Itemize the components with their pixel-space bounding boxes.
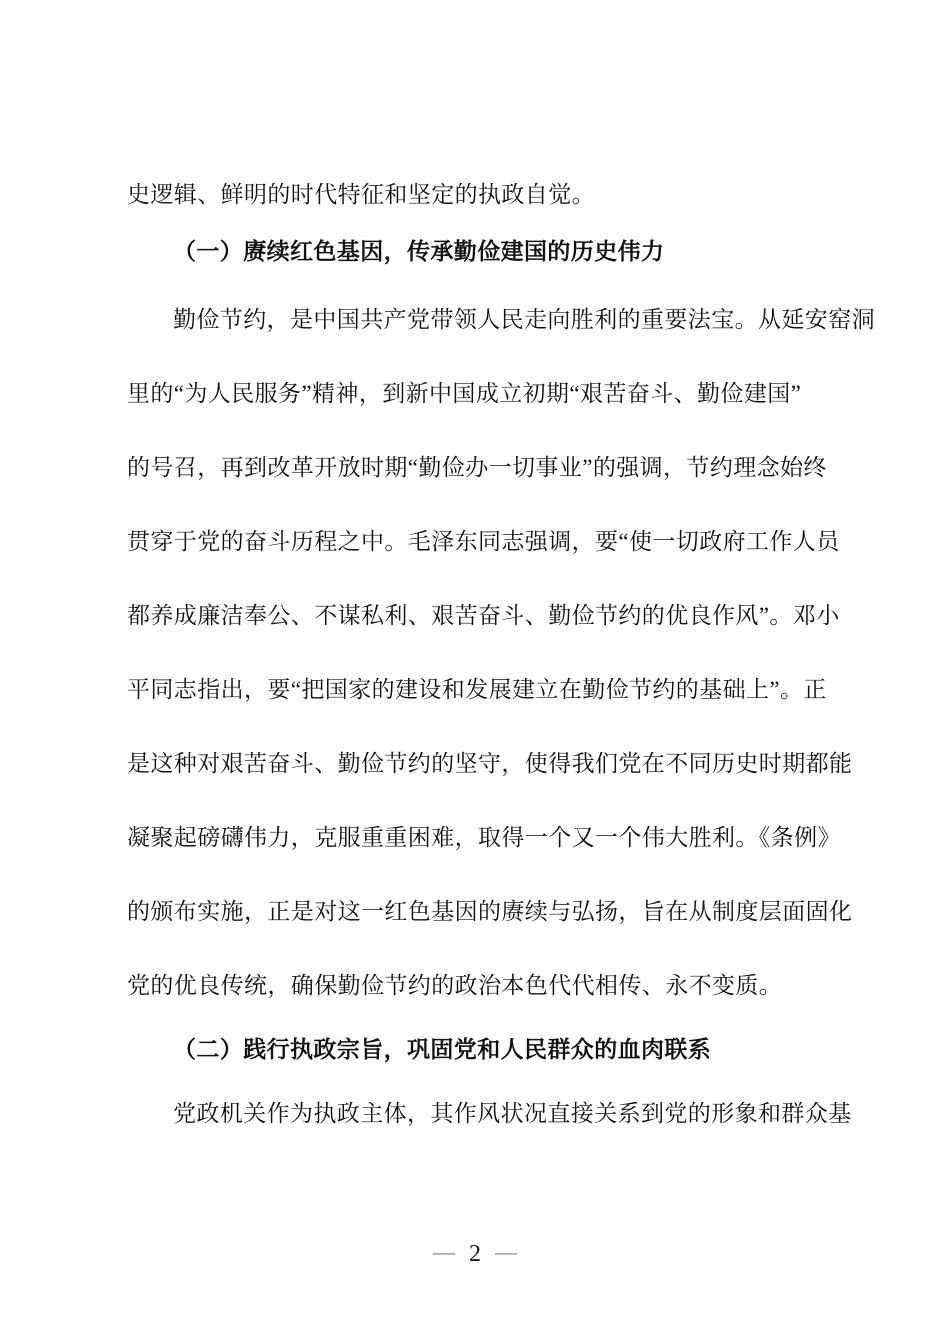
paragraph-line: 史逻辑、鲜明的时代特征和坚定的执政自觉。 (127, 182, 595, 207)
section-heading-1: （一）赓续红色基因，传承勤俭建国的历史伟力 (173, 239, 665, 264)
paragraph-line: 凝聚起磅礴伟力，克服重重困难，取得一个又一个伟大胜利。《条例》 (127, 825, 841, 850)
paragraph-line: 贯穿于党的奋斗历程之中。毛泽东同志强调，要“使一切政府工作人员 (127, 529, 840, 554)
paragraph-line: 党的优良传统，确保勤俭节约的政治本色代代相传、永不变质。 (127, 973, 783, 998)
section-heading-2: （二）践行执政宗旨，巩固党和人民群众的血肉联系 (173, 1037, 712, 1062)
paragraph-line: 的号召，再到改革开放时期“勤俭办一切事业”的强调，节约理念始终 (127, 455, 827, 480)
page-number: 2 (469, 1241, 481, 1267)
paragraph-line: 勤俭节约，是中国共产党带领人民走向胜利的重要法宝。从延安窑洞 (173, 307, 875, 332)
paragraph-line: 平同志指出，要“把国家的建设和发展建立在勤俭节约的基础上”。正 (127, 677, 827, 702)
page-content (127, 180, 875, 1173)
footer-left-dash: — (433, 1239, 455, 1264)
footer-right-dash: — (495, 1239, 517, 1264)
paragraph-line: 是这种对艰苦奋斗、勤俭节约的坚守，使得我们党在不同历史时期都能 (127, 751, 853, 776)
paragraph-line: 的颁布实施，正是对这一红色基因的赓续与弘扬，旨在从制度层面固化 (127, 899, 853, 924)
paragraph-line: 都养成廉洁奉公、不谋私利、艰苦奋斗、勤俭节约的优良作风”。邓小 (127, 603, 840, 628)
paragraph-line: 里的“为人民服务”精神，到新中国成立初期“艰苦奋斗、勤俭建国” (127, 381, 802, 406)
paragraph-line: 党政机关作为执政主体，其作风状况直接关系到党的形象和群众基 (173, 1101, 852, 1126)
page-footer (0, 1236, 950, 1268)
